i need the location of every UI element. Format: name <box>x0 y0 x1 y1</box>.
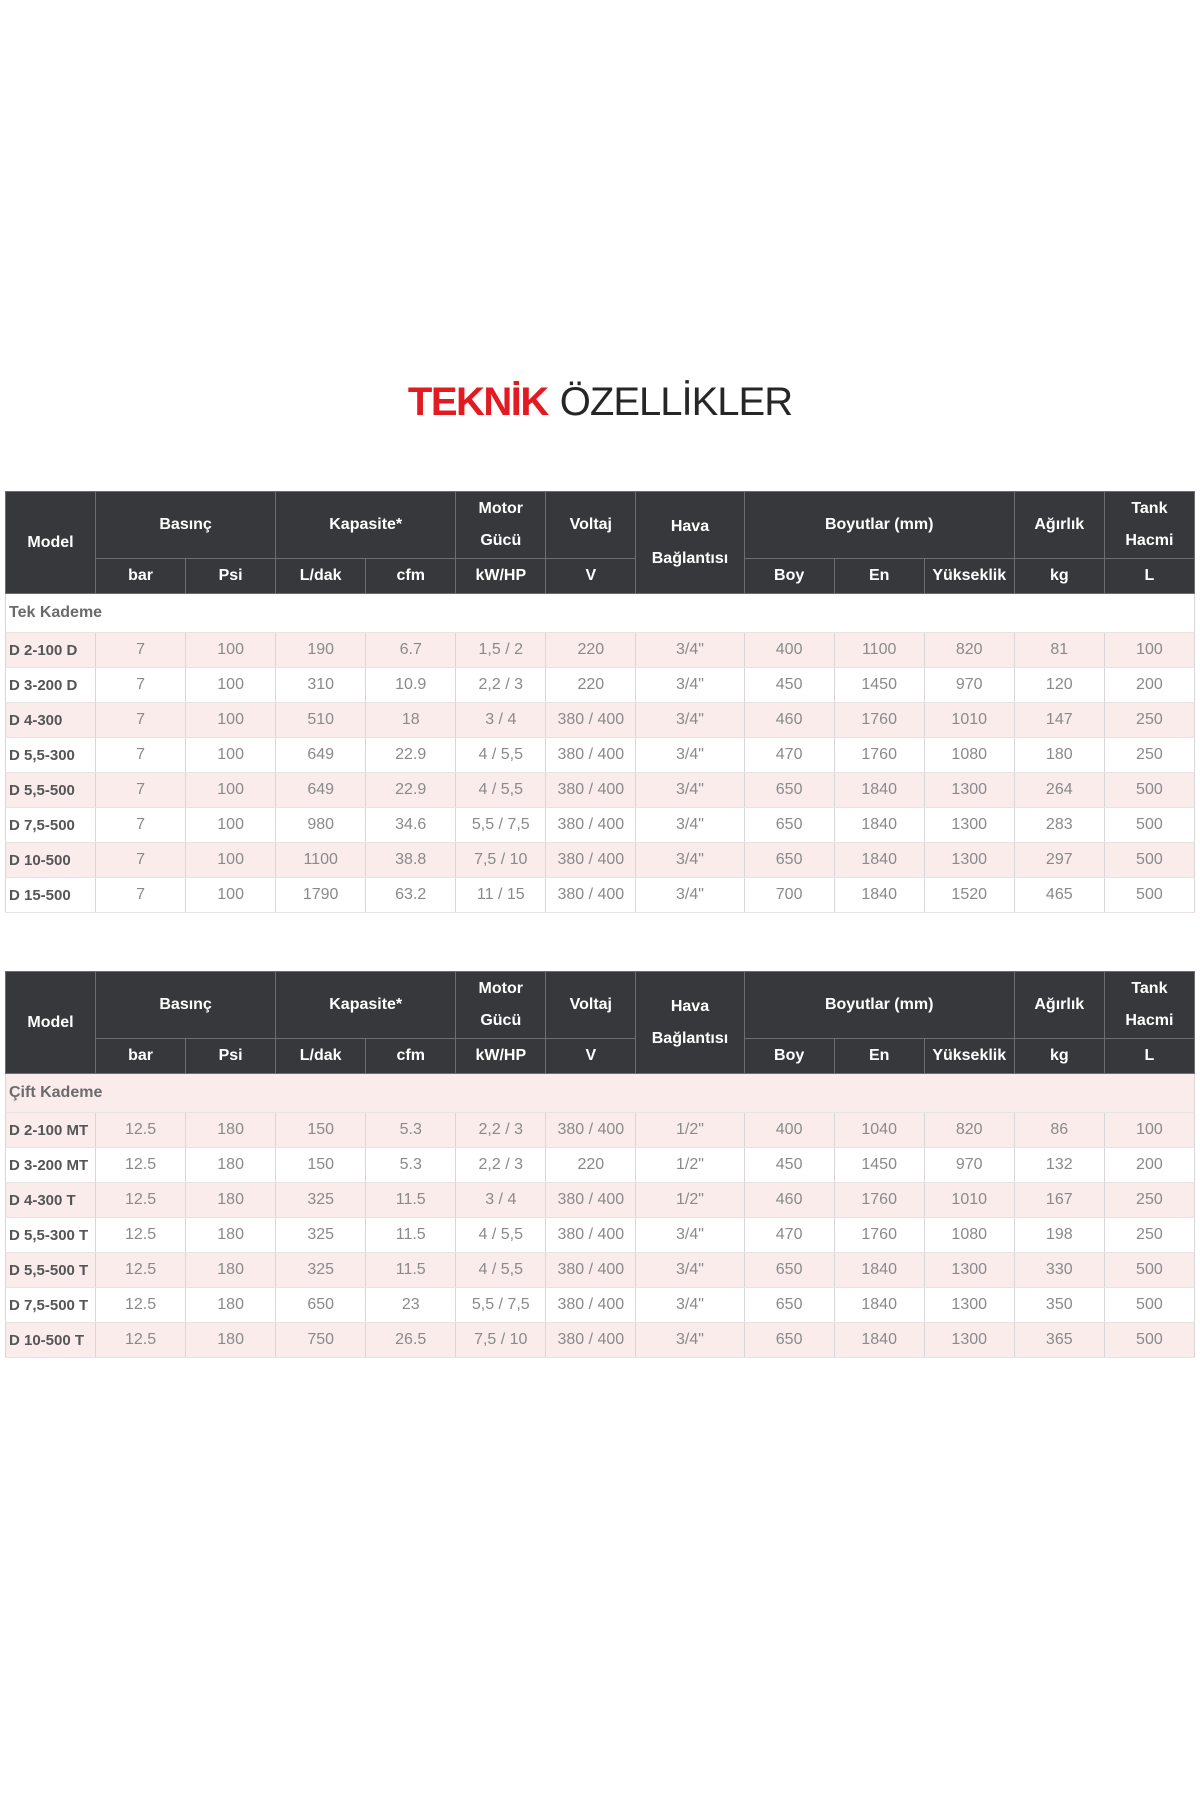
cell-boy: 650 <box>744 843 834 878</box>
cell-ldak: 1100 <box>276 843 366 878</box>
table-row <box>6 878 1195 913</box>
cell-ldak: 310 <box>276 668 366 703</box>
cell-en: 1840 <box>834 1288 924 1323</box>
cell-model: D 4-300 <box>6 703 96 738</box>
cell-ldak: 750 <box>276 1323 366 1358</box>
table-row <box>6 773 1195 808</box>
cell-kwhp: 5,5 / 7,5 <box>456 808 546 843</box>
cell-psi: 100 <box>186 633 276 668</box>
cell-kg: 264 <box>1014 773 1104 808</box>
unit-bar: bar <box>96 559 186 594</box>
cell-l: 500 <box>1104 773 1194 808</box>
unit-kwhp: kW/HP <box>456 559 546 594</box>
cell-psi: 100 <box>186 808 276 843</box>
cell-hava: 3/4" <box>636 1253 744 1288</box>
header-hava: Hava Bağlantısı <box>636 972 744 1074</box>
cell-yukseklik: 1300 <box>924 1323 1014 1358</box>
cell-bar: 12.5 <box>96 1218 186 1253</box>
cell-l: 500 <box>1104 878 1194 913</box>
cell-v: 220 <box>546 633 636 668</box>
section-label: Çift Kademe <box>6 1074 1195 1113</box>
header-kapasite: Kapasite* <box>276 492 456 559</box>
cell-en: 1450 <box>834 668 924 703</box>
unit-yukseklik: Yükseklik <box>924 559 1014 594</box>
cell-bar: 7 <box>96 843 186 878</box>
cell-yukseklik: 820 <box>924 1113 1014 1148</box>
cell-psi: 180 <box>186 1218 276 1253</box>
unit-psi: Psi <box>186 1039 276 1074</box>
cell-kg: 132 <box>1014 1148 1104 1183</box>
cell-kwhp: 5,5 / 7,5 <box>456 1288 546 1323</box>
cell-boy: 450 <box>744 668 834 703</box>
cell-kwhp: 3 / 4 <box>456 1183 546 1218</box>
cell-kwhp: 1,5 / 2 <box>456 633 546 668</box>
cell-ldak: 510 <box>276 703 366 738</box>
table-row <box>6 808 1195 843</box>
table-row <box>6 633 1195 668</box>
cell-hava: 3/4" <box>636 1288 744 1323</box>
cell-boy: 470 <box>744 1218 834 1253</box>
cell-model: D 10-500 <box>6 843 96 878</box>
cell-psi: 180 <box>186 1323 276 1358</box>
cell-ldak: 650 <box>276 1288 366 1323</box>
cell-v: 380 / 400 <box>546 843 636 878</box>
cell-v: 380 / 400 <box>546 808 636 843</box>
cell-ldak: 325 <box>276 1218 366 1253</box>
cell-v: 380 / 400 <box>546 1218 636 1253</box>
cell-en: 1760 <box>834 1218 924 1253</box>
cell-kg: 297 <box>1014 843 1104 878</box>
header-basinc: Basınç <box>96 972 276 1039</box>
cell-v: 380 / 400 <box>546 703 636 738</box>
cell-kg: 180 <box>1014 738 1104 773</box>
cell-yukseklik: 1080 <box>924 1218 1014 1253</box>
cell-boy: 450 <box>744 1148 834 1183</box>
cell-kwhp: 4 / 5,5 <box>456 1218 546 1253</box>
table-row <box>6 1288 1195 1323</box>
cell-ldak: 1790 <box>276 878 366 913</box>
cell-kwhp: 4 / 5,5 <box>456 1253 546 1288</box>
cell-kg: 330 <box>1014 1253 1104 1288</box>
cell-v: 380 / 400 <box>546 1288 636 1323</box>
section-label: Tek Kademe <box>6 594 1195 633</box>
cell-yukseklik: 1300 <box>924 1253 1014 1288</box>
cell-kwhp: 11 / 15 <box>456 878 546 913</box>
cell-yukseklik: 1080 <box>924 738 1014 773</box>
cell-psi: 180 <box>186 1148 276 1183</box>
cell-en: 1040 <box>834 1113 924 1148</box>
header-boyutlar: Boyutlar (mm) <box>744 492 1014 559</box>
cell-yukseklik: 1300 <box>924 808 1014 843</box>
cell-ldak: 325 <box>276 1183 366 1218</box>
cell-cfm: 11.5 <box>366 1183 456 1218</box>
cell-bar: 7 <box>96 773 186 808</box>
header-model: Model <box>6 492 96 594</box>
cell-boy: 400 <box>744 1113 834 1148</box>
cell-cfm: 22.9 <box>366 773 456 808</box>
cell-boy: 400 <box>744 633 834 668</box>
cell-hava: 3/4" <box>636 1323 744 1358</box>
cell-model: D 4-300 T <box>6 1183 96 1218</box>
unit-ldak: L/dak <box>276 559 366 594</box>
cell-boy: 460 <box>744 1183 834 1218</box>
cell-psi: 100 <box>186 773 276 808</box>
cell-bar: 12.5 <box>96 1288 186 1323</box>
cell-yukseklik: 1520 <box>924 878 1014 913</box>
cell-model: D 3-200 MT <box>6 1148 96 1183</box>
header-voltaj: Voltaj <box>546 492 636 559</box>
cell-boy: 460 <box>744 703 834 738</box>
table-row <box>6 1218 1195 1253</box>
cell-hava: 1/2" <box>636 1183 744 1218</box>
cell-yukseklik: 1300 <box>924 843 1014 878</box>
unit-v: V <box>546 559 636 594</box>
unit-psi: Psi <box>186 559 276 594</box>
cell-l: 250 <box>1104 1183 1194 1218</box>
cell-l: 500 <box>1104 808 1194 843</box>
cell-bar: 7 <box>96 808 186 843</box>
cell-en: 1760 <box>834 1183 924 1218</box>
cell-v: 380 / 400 <box>546 1183 636 1218</box>
cell-v: 380 / 400 <box>546 878 636 913</box>
header-tank: Tank Hacmi <box>1104 972 1194 1039</box>
cell-en: 1840 <box>834 1323 924 1358</box>
cell-kg: 365 <box>1014 1323 1104 1358</box>
cell-l: 200 <box>1104 668 1194 703</box>
cell-l: 200 <box>1104 1148 1194 1183</box>
table-row <box>6 668 1195 703</box>
cell-bar: 7 <box>96 633 186 668</box>
unit-kwhp: kW/HP <box>456 1039 546 1074</box>
cell-ldak: 649 <box>276 773 366 808</box>
unit-boy: Boy <box>744 559 834 594</box>
header-voltaj: Voltaj <box>546 972 636 1039</box>
cell-kg: 147 <box>1014 703 1104 738</box>
cell-yukseklik: 1010 <box>924 703 1014 738</box>
cell-kwhp: 4 / 5,5 <box>456 738 546 773</box>
cell-ldak: 649 <box>276 738 366 773</box>
unit-cfm: cfm <box>366 1039 456 1074</box>
table-row <box>6 1148 1195 1183</box>
cell-bar: 7 <box>96 703 186 738</box>
cell-kwhp: 7,5 / 10 <box>456 843 546 878</box>
cell-kwhp: 2,2 / 3 <box>456 1148 546 1183</box>
cell-kg: 86 <box>1014 1113 1104 1148</box>
cell-en: 1840 <box>834 1253 924 1288</box>
spec-table-tek-kademe <box>5 491 1195 913</box>
cell-psi: 100 <box>186 703 276 738</box>
cell-v: 220 <box>546 1148 636 1183</box>
cell-l: 250 <box>1104 703 1194 738</box>
cell-en: 1840 <box>834 843 924 878</box>
cell-hava: 3/4" <box>636 668 744 703</box>
cell-l: 100 <box>1104 633 1194 668</box>
cell-boy: 650 <box>744 773 834 808</box>
cell-psi: 100 <box>186 668 276 703</box>
cell-v: 380 / 400 <box>546 1253 636 1288</box>
cell-psi: 100 <box>186 878 276 913</box>
cell-yukseklik: 970 <box>924 668 1014 703</box>
cell-cfm: 34.6 <box>366 808 456 843</box>
cell-kg: 167 <box>1014 1183 1104 1218</box>
cell-l: 100 <box>1104 1113 1194 1148</box>
cell-v: 380 / 400 <box>546 1113 636 1148</box>
spec-table-cift-kademe <box>5 971 1195 1358</box>
cell-model: D 5,5-300 T <box>6 1218 96 1253</box>
cell-model: D 3-200 D <box>6 668 96 703</box>
cell-boy: 650 <box>744 808 834 843</box>
cell-model: D 5,5-300 <box>6 738 96 773</box>
header-agirlik: Ağırlık <box>1014 492 1104 559</box>
cell-v: 380 / 400 <box>546 773 636 808</box>
cell-en: 1450 <box>834 1148 924 1183</box>
cell-yukseklik: 1010 <box>924 1183 1014 1218</box>
cell-cfm: 22.9 <box>366 738 456 773</box>
header-basinc: Basınç <box>96 492 276 559</box>
table-row <box>6 1253 1195 1288</box>
cell-cfm: 11.5 <box>366 1218 456 1253</box>
cell-model: D 7,5-500 T <box>6 1288 96 1323</box>
cell-bar: 12.5 <box>96 1183 186 1218</box>
cell-hava: 1/2" <box>636 1113 744 1148</box>
unit-yukseklik: Yükseklik <box>924 1039 1014 1074</box>
cell-bar: 7 <box>96 738 186 773</box>
cell-l: 250 <box>1104 1218 1194 1253</box>
cell-en: 1760 <box>834 738 924 773</box>
cell-kwhp: 2,2 / 3 <box>456 1113 546 1148</box>
unit-bar: bar <box>96 1039 186 1074</box>
cell-kwhp: 4 / 5,5 <box>456 773 546 808</box>
cell-cfm: 5.3 <box>366 1148 456 1183</box>
cell-en: 1840 <box>834 773 924 808</box>
table-row <box>6 1113 1195 1148</box>
cell-model: D 2-100 MT <box>6 1113 96 1148</box>
cell-boy: 650 <box>744 1288 834 1323</box>
unit-en: En <box>834 1039 924 1074</box>
cell-hava: 3/4" <box>636 703 744 738</box>
cell-model: D 5,5-500 <box>6 773 96 808</box>
header-agirlik: Ağırlık <box>1014 972 1104 1039</box>
cell-ldak: 150 <box>276 1148 366 1183</box>
cell-cfm: 23 <box>366 1288 456 1323</box>
cell-en: 1840 <box>834 878 924 913</box>
header-motor: Motor Gücü <box>456 972 546 1039</box>
cell-psi: 180 <box>186 1183 276 1218</box>
cell-psi: 180 <box>186 1113 276 1148</box>
cell-l: 500 <box>1104 1288 1194 1323</box>
cell-kg: 350 <box>1014 1288 1104 1323</box>
unit-kg: kg <box>1014 1039 1104 1074</box>
cell-ldak: 325 <box>276 1253 366 1288</box>
header-model: Model <box>6 972 96 1074</box>
cell-kg: 120 <box>1014 668 1104 703</box>
cell-kg: 283 <box>1014 808 1104 843</box>
cell-l: 500 <box>1104 843 1194 878</box>
unit-cfm: cfm <box>366 559 456 594</box>
title-red-part: TEKNİK <box>407 380 548 424</box>
cell-cfm: 6.7 <box>366 633 456 668</box>
cell-en: 1100 <box>834 633 924 668</box>
header-motor: Motor Gücü <box>456 492 546 559</box>
cell-bar: 12.5 <box>96 1253 186 1288</box>
cell-kg: 198 <box>1014 1218 1104 1253</box>
cell-psi: 180 <box>186 1253 276 1288</box>
cell-v: 220 <box>546 668 636 703</box>
unit-l: L <box>1104 559 1194 594</box>
cell-model: D 7,5-500 <box>6 808 96 843</box>
cell-kg: 81 <box>1014 633 1104 668</box>
cell-hava: 3/4" <box>636 808 744 843</box>
cell-kwhp: 2,2 / 3 <box>456 668 546 703</box>
cell-cfm: 26.5 <box>366 1323 456 1358</box>
title-dark-part: ÖZELLİKLER <box>559 380 793 424</box>
header-hava: Hava Bağlantısı <box>636 492 744 594</box>
unit-en: En <box>834 559 924 594</box>
cell-boy: 700 <box>744 878 834 913</box>
cell-boy: 650 <box>744 1323 834 1358</box>
cell-hava: 3/4" <box>636 843 744 878</box>
cell-bar: 7 <box>96 878 186 913</box>
cell-psi: 100 <box>186 843 276 878</box>
cell-l: 500 <box>1104 1323 1194 1358</box>
cell-cfm: 5.3 <box>366 1113 456 1148</box>
cell-yukseklik: 1300 <box>924 1288 1014 1323</box>
cell-psi: 180 <box>186 1288 276 1323</box>
cell-model: D 10-500 T <box>6 1323 96 1358</box>
cell-yukseklik: 820 <box>924 633 1014 668</box>
cell-model: D 5,5-500 T <box>6 1253 96 1288</box>
cell-boy: 470 <box>744 738 834 773</box>
unit-l: L <box>1104 1039 1194 1074</box>
cell-ldak: 980 <box>276 808 366 843</box>
header-tank: Tank Hacmi <box>1104 492 1194 559</box>
cell-hava: 3/4" <box>636 1218 744 1253</box>
cell-bar: 7 <box>96 668 186 703</box>
table-row <box>6 738 1195 773</box>
unit-ldak: L/dak <box>276 1039 366 1074</box>
cell-boy: 650 <box>744 1253 834 1288</box>
header-boyutlar: Boyutlar (mm) <box>744 972 1014 1039</box>
cell-hava: 1/2" <box>636 1148 744 1183</box>
cell-l: 500 <box>1104 1253 1194 1288</box>
cell-hava: 3/4" <box>636 633 744 668</box>
cell-kwhp: 7,5 / 10 <box>456 1323 546 1358</box>
cell-v: 380 / 400 <box>546 1323 636 1358</box>
cell-cfm: 11.5 <box>366 1253 456 1288</box>
table-row <box>6 843 1195 878</box>
cell-cfm: 63.2 <box>366 878 456 913</box>
cell-bar: 12.5 <box>96 1113 186 1148</box>
cell-kg: 465 <box>1014 878 1104 913</box>
table-row <box>6 703 1195 738</box>
table-row <box>6 1323 1195 1358</box>
unit-boy: Boy <box>744 1039 834 1074</box>
cell-hava: 3/4" <box>636 738 744 773</box>
page-title <box>0 380 1200 425</box>
cell-ldak: 190 <box>276 633 366 668</box>
cell-cfm: 38.8 <box>366 843 456 878</box>
cell-cfm: 18 <box>366 703 456 738</box>
unit-kg: kg <box>1014 559 1104 594</box>
cell-model: D 2-100 D <box>6 633 96 668</box>
cell-yukseklik: 1300 <box>924 773 1014 808</box>
cell-v: 380 / 400 <box>546 738 636 773</box>
cell-hava: 3/4" <box>636 878 744 913</box>
cell-l: 250 <box>1104 738 1194 773</box>
cell-model: D 15-500 <box>6 878 96 913</box>
cell-hava: 3/4" <box>636 773 744 808</box>
cell-bar: 12.5 <box>96 1148 186 1183</box>
cell-en: 1840 <box>834 808 924 843</box>
table-row <box>6 1183 1195 1218</box>
cell-ldak: 150 <box>276 1113 366 1148</box>
cell-yukseklik: 970 <box>924 1148 1014 1183</box>
cell-en: 1760 <box>834 703 924 738</box>
cell-kwhp: 3 / 4 <box>456 703 546 738</box>
unit-v: V <box>546 1039 636 1074</box>
header-kapasite: Kapasite* <box>276 972 456 1039</box>
cell-cfm: 10.9 <box>366 668 456 703</box>
cell-psi: 100 <box>186 738 276 773</box>
cell-bar: 12.5 <box>96 1323 186 1358</box>
